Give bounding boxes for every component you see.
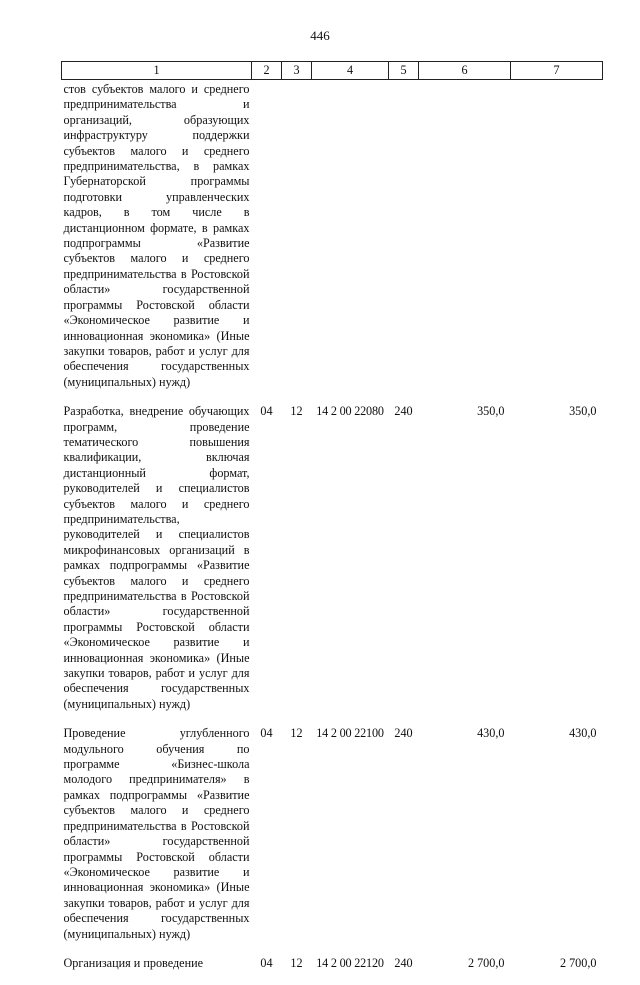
row-name: Проведение углубленного модульного обучения по программе «Бизнес-школа молодого предпринимателя» в рамках подпрограммы «Развитие субъектов малого и среднего предпринимательства в Ростовской области» государственной программы Ростовской области «Экономическое развитие и инновационная экономика» (Иные закупки товаров, работ и услуг для обеспечения государственных (муниципальных) нужд)	[63, 726, 250, 941]
header-col-4: 4	[312, 62, 389, 80]
row-pr	[282, 80, 312, 405]
page-number: 446	[310, 28, 330, 43]
row-vr: 240	[394, 726, 413, 741]
row-rz	[252, 80, 282, 405]
row-sum-2: 350,0	[569, 404, 597, 419]
header-col-1: 1	[62, 62, 252, 80]
row-rz: 04	[260, 404, 273, 419]
row-sum-1: 430,0	[477, 726, 505, 741]
table-row	[62, 80, 603, 405]
row-rz: 04	[260, 955, 273, 970]
row-sum-1	[419, 80, 511, 405]
row-sum-2	[511, 80, 603, 405]
row-pr: 12	[290, 726, 303, 741]
row-csr	[312, 80, 389, 405]
row-rz: 04	[260, 726, 273, 741]
header-row	[62, 62, 603, 80]
row-name: Организация и проведение	[63, 955, 204, 970]
row-sum-2: 430,0	[569, 726, 597, 741]
row-name: стов субъектов малого и среднего предпринимательства и организаций, образующих инфраструктуру поддержки субъектов малого и среднего предпринимательства, в рамках Губернаторской программы подготовки управленческих кадров, в том числе в дистанционном формате, в рамках подпрограммы «Развитие субъектов малого и среднего предпринимательства в Ростовской области» государственной программы Ростовской области «Экономическое развитие и инновационная экономика» (Иные закупки товаров, работ и услуг для обеспечения государственных (муниципальных) нужд)	[63, 82, 250, 389]
row-vr	[389, 80, 419, 405]
row-csr: 14 2 00 22120	[316, 955, 384, 970]
row-pr: 12	[290, 404, 303, 419]
row-name: Разработка, внедрение обучающих программ, проведение тематического повышения квалификации, включая дистанционный формат, руководителей и специалистов субъектов малого и среднего предпринимательства, руководителей и специалистов микрофинансовых организаций в рамках подпрограммы «Развитие субъектов малого и среднего предпринимательства в Ростовской области» государственной программы Ростовской области «Экономическое развитие и инновационная экономика» (Иные закупки товаров, работ и услуг для обеспечения государственных (муниципальных) нужд)	[63, 404, 250, 711]
row-vr: 240	[394, 955, 413, 970]
header-col-3: 3	[282, 62, 312, 80]
header-col-5: 5	[389, 62, 419, 80]
row-sum-2: 2 700,0	[559, 955, 597, 970]
row-csr: 14 2 00 22080	[316, 404, 384, 419]
row-csr: 14 2 00 22100	[316, 726, 384, 741]
row-sum-1: 2 700,0	[467, 955, 505, 970]
budget-table	[61, 61, 603, 985]
table-row	[62, 956, 603, 985]
header-col-2: 2	[252, 62, 282, 80]
row-sum-1: 350,0	[477, 404, 505, 419]
header-col-6: 6	[419, 62, 511, 80]
header-col-7: 7	[511, 62, 603, 80]
row-vr: 240	[394, 404, 413, 419]
row-pr: 12	[290, 955, 303, 970]
table-row	[62, 726, 603, 956]
table-row	[62, 404, 603, 726]
